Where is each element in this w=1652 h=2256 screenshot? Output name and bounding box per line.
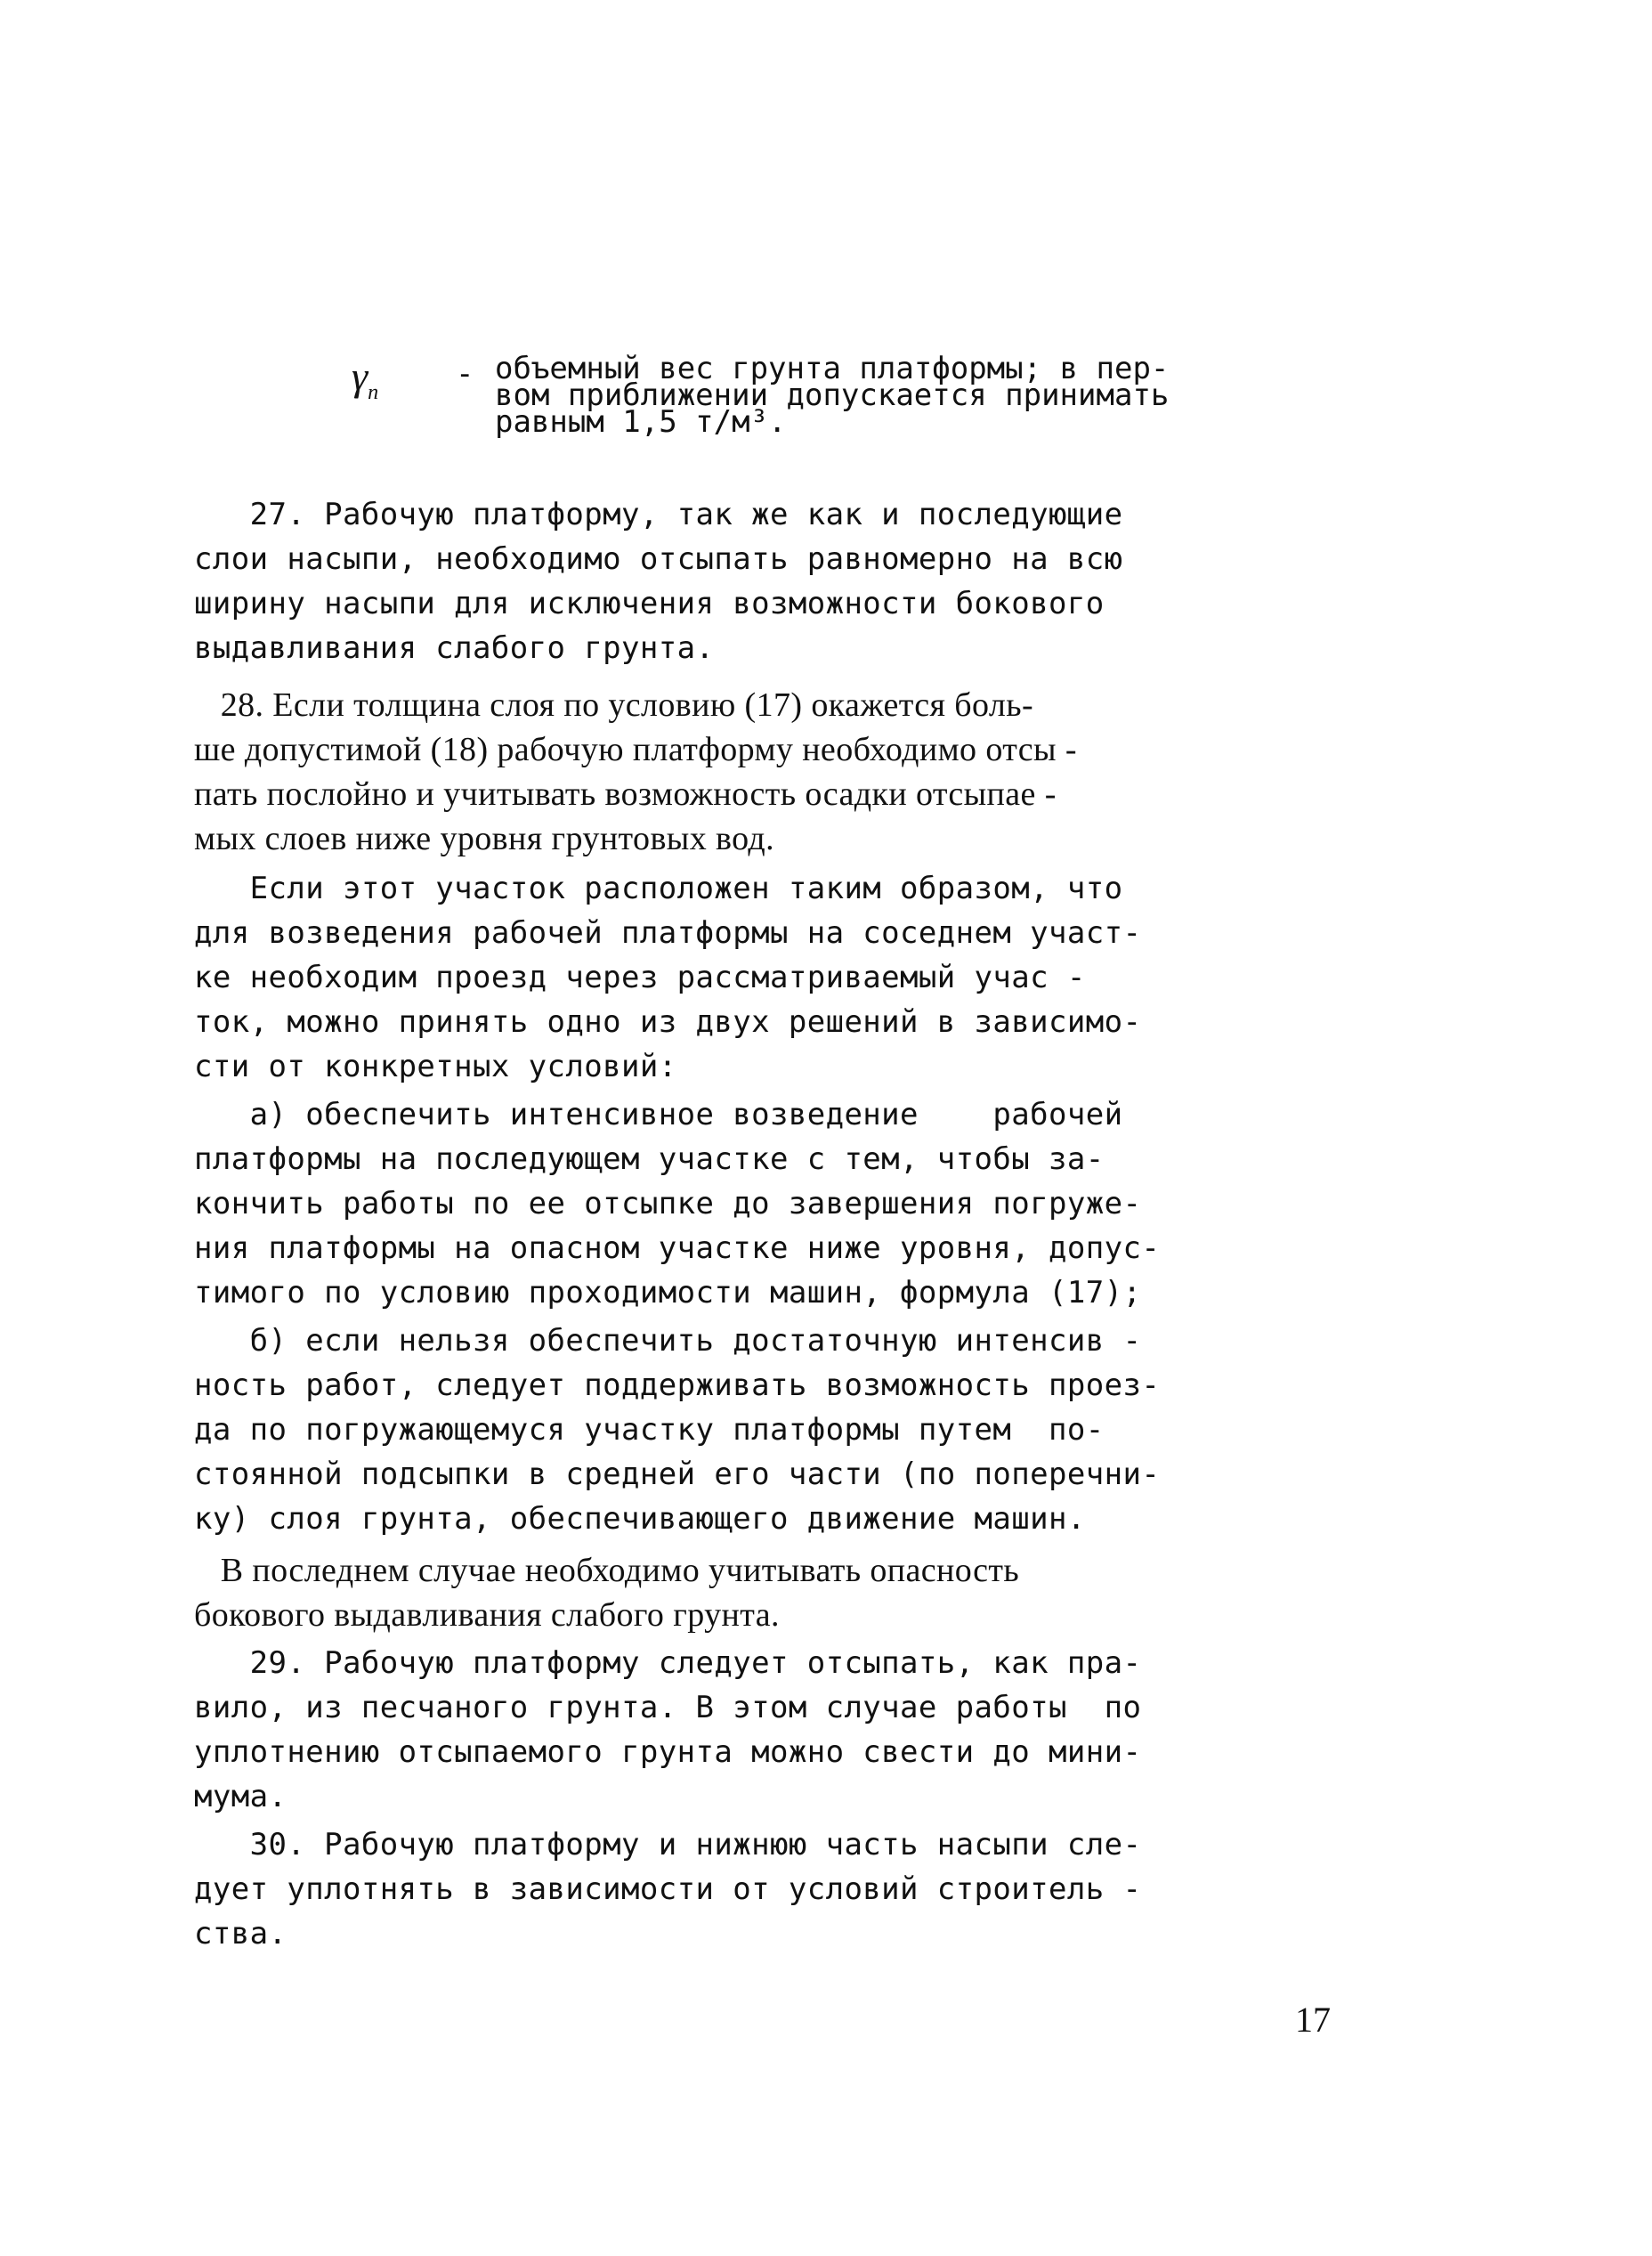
text-line: пать послойно и учитывать возможность осадки отсыпае - xyxy=(194,775,1057,813)
text-line: б) если нельзя обеспечить достаточную интенсив - xyxy=(194,1323,1142,1359)
text-line: уплотнению отсыпаемого грунта можно свести до мини- xyxy=(194,1734,1142,1770)
text-line: выдавливания слабого грунта. xyxy=(194,630,715,666)
gamma-symbol xyxy=(352,354,378,415)
text-line: 29. Рабочую платформу следует отсыпать, как пра- xyxy=(194,1645,1142,1681)
text-line: вило, из песчаного грунта. В этом случае работы по xyxy=(194,1690,1142,1725)
text-line: сти от конкретных условий: xyxy=(194,1049,677,1084)
text-line: бокового выдавливания слабого грунта. xyxy=(194,1596,780,1634)
text-line: ства. xyxy=(194,1916,287,1952)
text-line: платформы на последующем участке с тем, чтобы за- xyxy=(194,1141,1105,1177)
text-line: стоянной подсыпки в средней его части (по поперечни- xyxy=(194,1457,1161,1492)
text-line: Если этот участок расположен таким образом, что xyxy=(194,871,1123,906)
text-line: 27. Рабочую платформу, так же как и последующие xyxy=(194,497,1123,532)
definition-dash: - xyxy=(456,356,474,392)
text-line: 30. Рабочую платформу и нижнюю часть насыпи сле- xyxy=(194,1827,1142,1862)
text-line: ше допустимой (18) рабочую платформу необходимо отсы - xyxy=(194,731,1077,768)
text-line: ность работ, следует поддерживать возможность проез- xyxy=(194,1367,1161,1403)
text-line: 28. Если толщина слоя по условию (17) окажется боль- xyxy=(194,686,1034,724)
text-line: ку) слоя грунта, обеспечивающего движение машин. xyxy=(194,1501,1086,1537)
page-number: 17 xyxy=(1295,2000,1331,2040)
definition-line: объемный вес грунта платформы; в пер- xyxy=(495,351,1170,386)
text-line: для возведения рабочей платформы на соседнем участ- xyxy=(194,915,1142,951)
definition-line: вом приближении допускается принимать xyxy=(495,377,1170,413)
definition-line: равным 1,5 т/м³. xyxy=(495,404,787,440)
text-line: мума. xyxy=(194,1779,287,1814)
text-line: мых слоев ниже уровня грунтовых вод. xyxy=(194,820,775,857)
text-line: ток, можно принять одно из двух решений в зависимо- xyxy=(194,1004,1142,1040)
text-line: да по погружающемуся участку платформы путем по- xyxy=(194,1412,1105,1448)
text-line: а) обеспечить интенсивное возведение рабочей xyxy=(194,1097,1123,1132)
text-line: ширину насыпи для исключения возможности бокового xyxy=(194,586,1105,621)
text-line: В последнем случае необходимо учитывать опасность xyxy=(194,1552,1020,1589)
text-line: ке необходим проезд через рассматриваемый учас - xyxy=(194,960,1086,995)
text-line: кончить работы по ее отсыпке до завершения погруже- xyxy=(194,1186,1142,1221)
gamma-symbol-subscript: п xyxy=(368,381,379,405)
text-line: дует уплотнять в зависимости от условий строитель - xyxy=(194,1871,1142,1907)
gamma-symbol-letter: γ xyxy=(352,353,368,399)
text-line: ния платформы на опасном участке ниже уровня, допус- xyxy=(194,1230,1161,1266)
text-line: слои насыпи, необходимо отсыпать равномерно на всю xyxy=(194,541,1123,577)
text-line: тимого по условию проходимости машин, формула (17); xyxy=(194,1275,1142,1311)
